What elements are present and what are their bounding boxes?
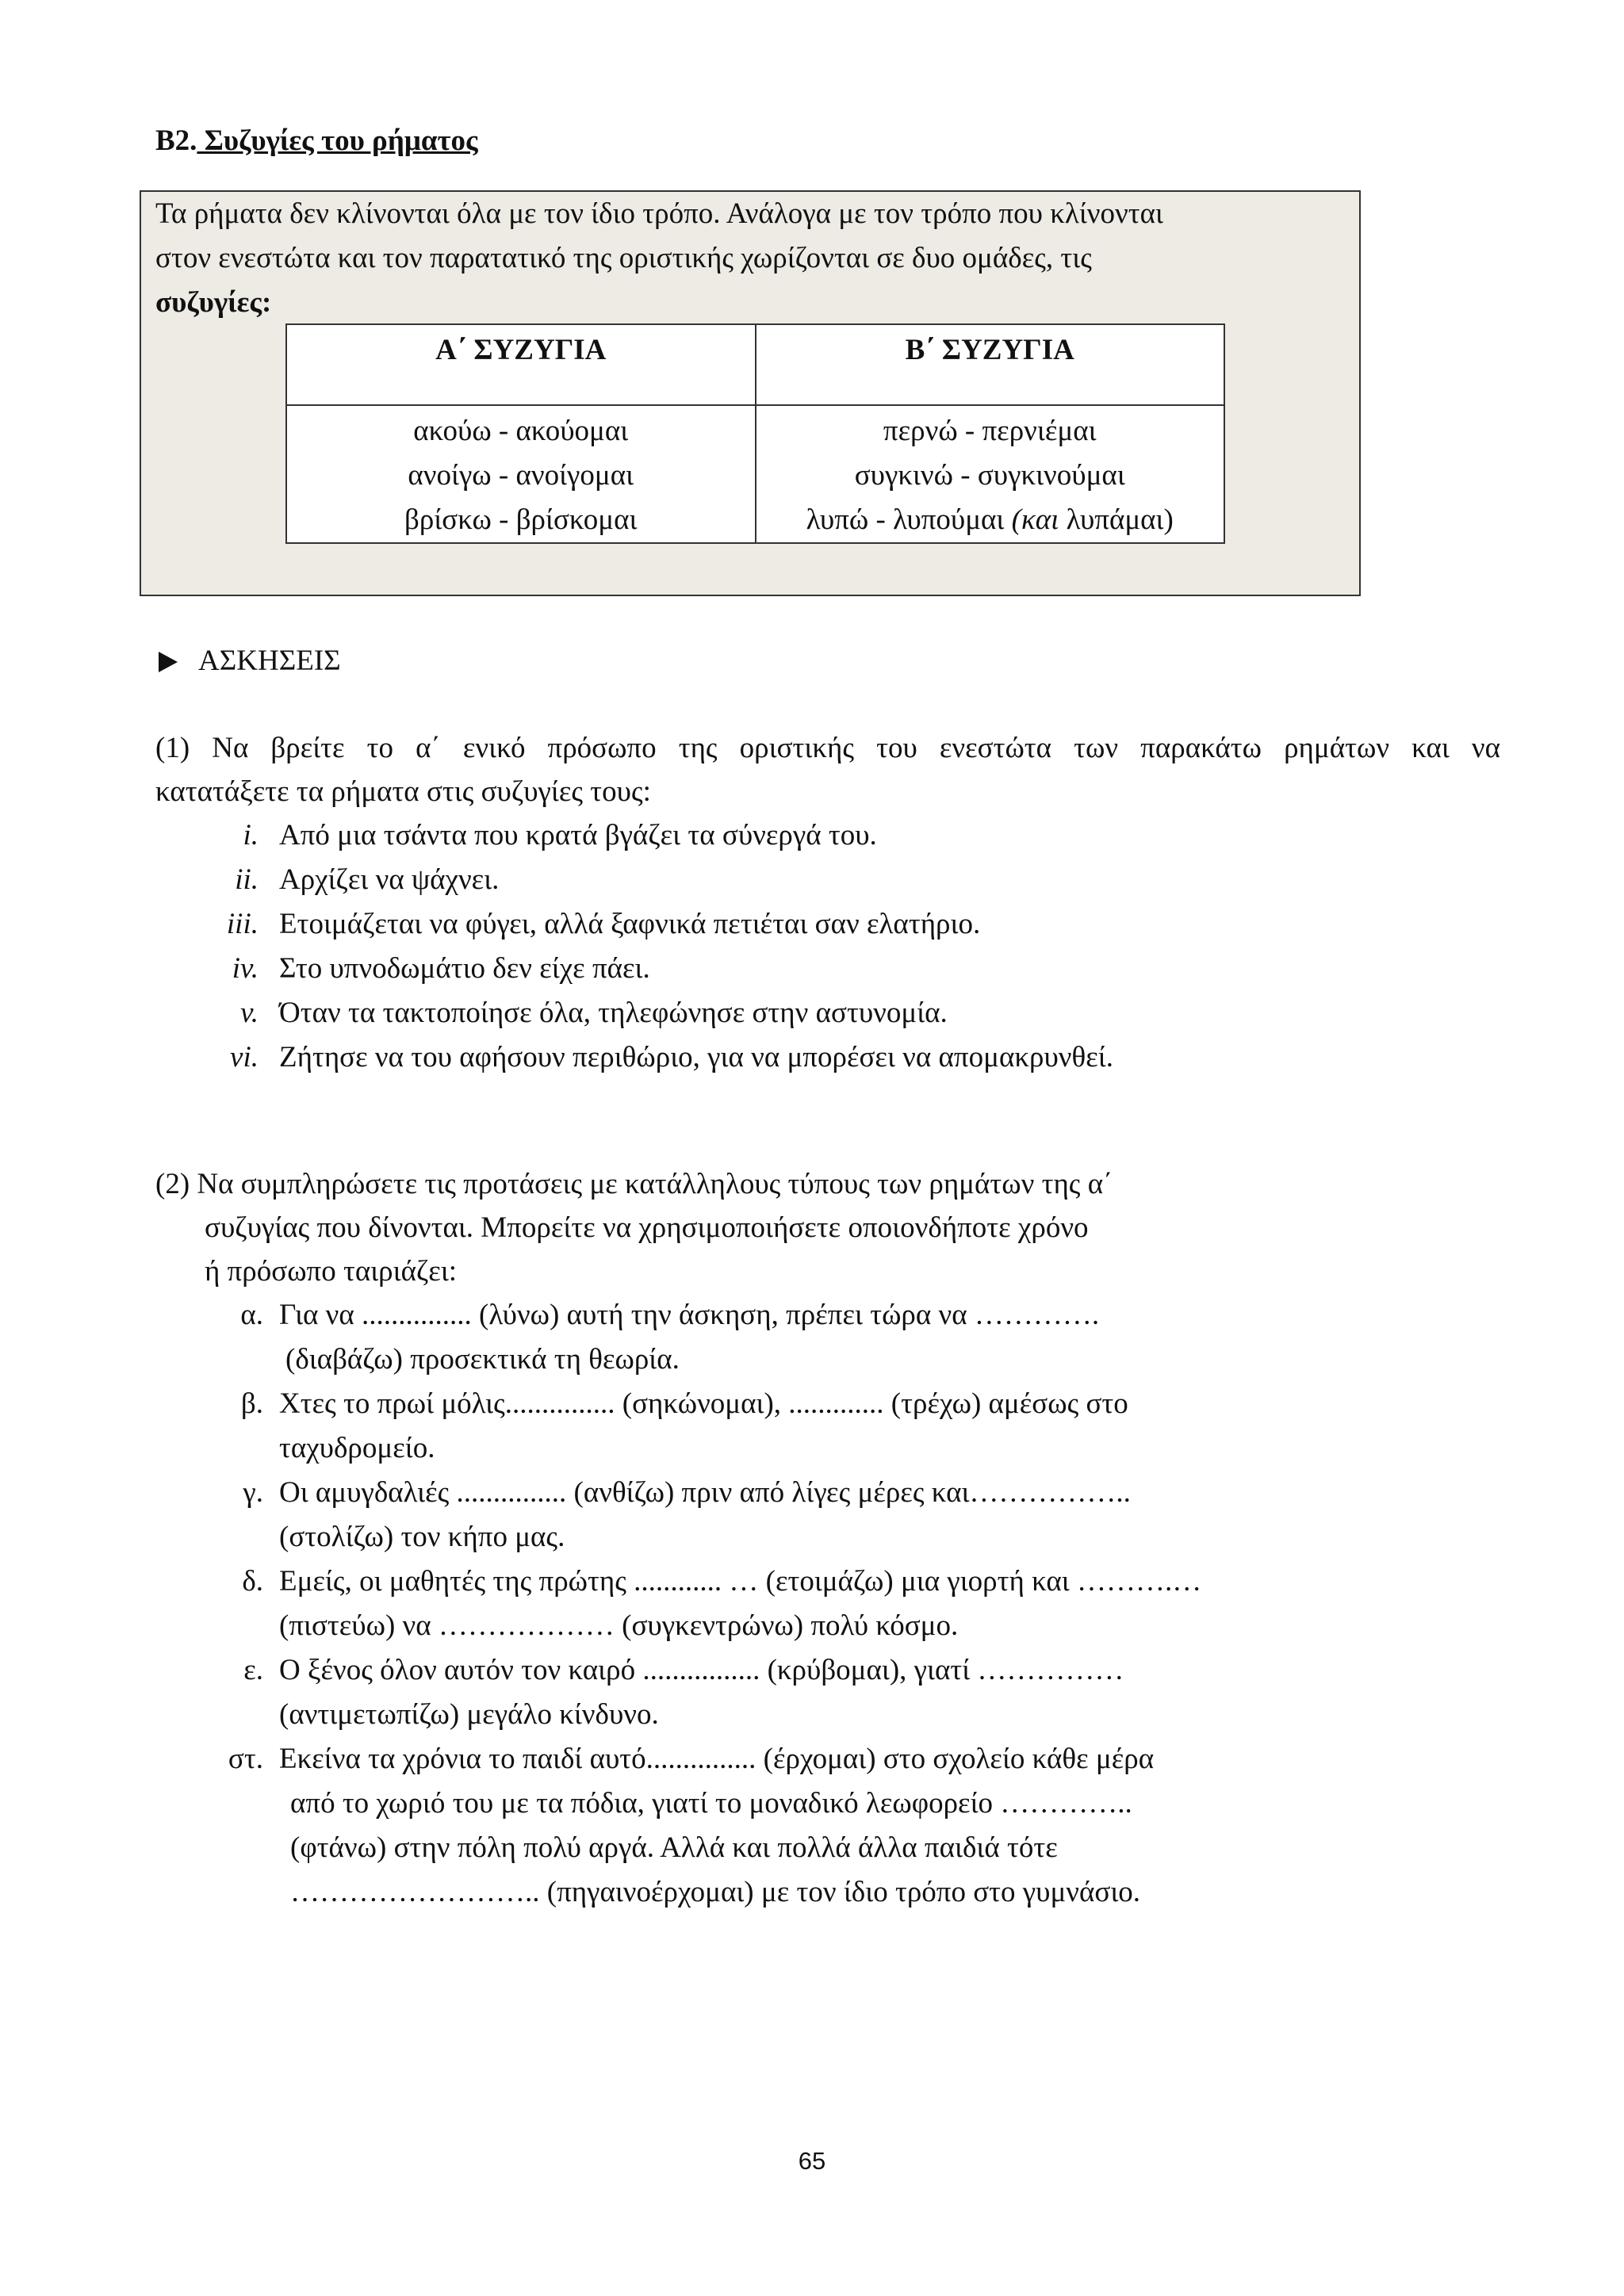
ex2-list [222,1293,1201,1915]
list-item: iv. Στο υπνοδωμάτιο δεν είχε πάει. [232,952,650,985]
info-line-1: Τα ρήματα δεν κλίνονται όλα με τον ίδιο τρόπο. Ανάλογα με τον τρόπο που κλίνονται [155,197,1163,230]
table-header-b: Β΄ ΣΥΖΥΓΙΑ [756,324,1225,405]
verb-pair: λυπώ - λυπούμαι (και λυπάμαι) [806,503,1174,536]
ex1-list [198,813,1113,1080]
info-box-text [155,192,1345,325]
list-item: δ. Εμείς, οι μαθητές της πρώτης ............ … (ετοιμάζω) μια γιορτή και ……….… [242,1565,1202,1598]
verb-pair: συγκινώ - συγκινούμαι [854,459,1125,492]
verb-pair: ακούω - ακούομαι [413,415,629,447]
exercises-heading: ΑΣΚΗΣΕΙΣ [159,639,341,683]
verb-pair: ανοίγω - ανοίγομαι [408,459,634,492]
list-item-cont: από το χωριό του με τα πόδια, γιατί το μοναδικό λεωφορείο ………….. [290,1787,1132,1820]
ex1-line-1: (1) Να βρείτε το α΄ ενικό πρόσωπο της οριστικής του ενεστώτα των παρακάτω ρημάτων και να [155,732,1500,764]
list-item-cont: (φτάνω) στην πόλη πολύ αργά. Αλλά και πολλά άλλα παιδιά τότε [290,1831,1058,1864]
info-line-3-bold: συζυγίες: [155,286,272,319]
list-item-cont: (στολίζω) τον κήπο μας. [279,1521,565,1553]
list-item: β. Χτες το πρωί μόλις............... (σηκώνομαι), ............. (τρέχω) αμέσως στο [240,1387,1128,1420]
page-number: 65 [798,2147,826,2175]
list-item-cont: (αντιμετωπίζω) μεγάλο κίνδυνο. [279,1698,659,1731]
list-item: i. Από μια τσάντα που κρατά βγάζει τα σύνεργά του. [243,819,877,851]
list-item: iii. Ετοιμάζεται να φύγει, αλλά ξαφνικά πετιέται σαν ελατήριο. [226,908,981,940]
section-number: Β2. [155,124,197,157]
list-item-cont: (διαβάζω) προσεκτικά τη θεωρία. [285,1343,680,1376]
ex1-line-2: κατατάξετε τα ρήματα στις συζυγίες τους: [155,775,651,808]
table-cell-b [756,405,1225,543]
info-line-2: στον ενεστώτα και τον παρατατικό της οριστικής χωρίζονται σε δυο ομάδες, τις [155,242,1092,274]
table-cell-a [286,405,756,543]
list-item-cont: …………………….. (πηγαινοέρχομαι) με τον ίδιο τρόπο στο γυμνάσιο. [290,1876,1141,1908]
verb-pair: βρίσκω - βρίσκομαι [404,503,638,536]
ex2-line-1: (2) Να συμπληρώσετε τις προτάσεις με κατάλληλους τύπους των ρημάτων της α΄ [155,1168,1113,1200]
section-title: Συζυγίες του ρήματος [197,124,478,157]
list-item: v. Όταν τα τακτοποίησε όλα, τηλεφώνησε στην αστυνομία. [240,997,948,1029]
list-item-cont: (πιστεύω) να ……………… (συγκεντρώνω) πολύ κόσμο. [279,1609,959,1642]
list-item: vi. Ζήτησε να του αφήσουν περιθώριο, για να μπορέσει να απομακρυνθεί. [230,1041,1113,1073]
verb-pair: περνώ - περνιέμαι [883,415,1097,447]
list-item-cont: ταχυδρομείο. [279,1432,435,1464]
ex2-line-3: ή πρόσωπο ταιριάζει: [205,1255,458,1288]
table-header-a: Α΄ ΣΥΖΥΓΙΑ [286,324,756,405]
list-item: ε. Ο ξένος όλον αυτόν τον καιρό ................ (κρύβομαι), γιατί …………… [243,1654,1124,1686]
section-heading [155,119,478,163]
ex2-line-2: συζυγίας που δίνονται. Μπορείτε να χρησιμοποιήσετε οποιονδήποτε χρόνο [205,1211,1089,1244]
list-item: ii. Αρχίζει να ψάχνει. [235,863,500,896]
list-item: α. Για να ............... (λύνω) αυτή την άσκηση, πρέπει τώρα να …………. [240,1299,1100,1331]
conjugation-table [285,323,1225,544]
list-item: στ. Εκείνα τα χρόνια το παιδί αυτό............... (έρχομαι) στο σχολείο κάθε μέρα [228,1743,1155,1775]
list-item: γ. Οι αμυγδαλιές ............... (ανθίζω) πριν από λίγες μέρες και…………….. [243,1476,1131,1509]
right-pointer-icon [159,652,178,672]
